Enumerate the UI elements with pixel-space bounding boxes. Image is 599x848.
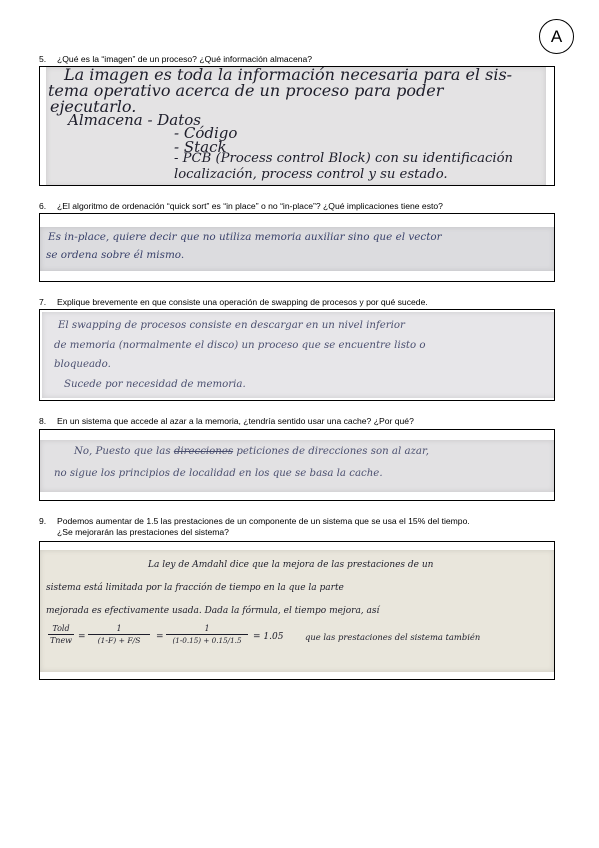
answer-line: ejecutarlo. [50,97,137,116]
equals-sign: = [156,632,164,642]
fraction-bar [48,634,74,635]
answer-line: bloqueado. [54,359,111,370]
question-text: Explique brevemente en que consiste una operación de swapping de procesos y por qué sucede. [57,297,428,307]
handwritten-answer-photo [46,67,546,186]
answer-line: Es in-place, quiere decir que no utiliza memoria auxiliar sino que el vector [48,231,442,243]
answer-line: no sigue los principios de localidad en los que se basa la cache. [54,468,383,479]
handwritten-answer-photo [40,550,554,672]
denominator: Tnew [49,636,73,645]
handwritten-answer-photo [40,440,554,492]
answer-line: La ley de Amdahl dice que la mejora de las prestaciones de un [148,560,434,570]
fraction-bar [88,634,150,635]
answer-line: Almacena - Datos [68,111,202,129]
answer-box-6 [39,213,555,282]
question-number: 8. [39,416,47,426]
question-text: ¿El algoritmo de ordenación “quick sort” es “in place” o no “in-place”? ¿Qué implicaciones tiene esto? [57,201,443,211]
question-text: ¿Qué es la “imagen” de un proceso? ¿Qué información almacena? [57,54,313,64]
answer-text: No, Puesto que las [74,446,174,457]
question-number: 5. [39,54,47,64]
question-number: 7. [39,297,47,307]
answer-line: de memoria (normalmente el disco) un proceso que se encuentre listo o [54,340,426,351]
answer-line: tema operativo acerca de un proceso para poder [48,81,444,100]
answer-line [74,446,429,457]
numerator: 1 [116,624,122,633]
question-text-continued: ¿Se mejorarán las prestaciones del sistema? [57,527,229,537]
answer-line: sistema está limitada por la fracción de tiempo en la que la parte [46,583,344,593]
answer-line: La imagen es toda la información necesaria para el sis- [64,67,513,84]
answer-box-7 [39,309,555,401]
question-text: Podemos aumentar de 1.5 las prestaciones de un componente de un sistema que se usa el 15% del tiempo. [57,516,470,526]
question-9 [39,516,470,538]
question-number: 9. [39,516,47,526]
answer-line: que las prestaciones del sistema también [305,632,481,642]
numerator: 1 [204,624,210,633]
fraction-bar [166,634,248,635]
fraction-told-tnew [48,624,74,645]
exam-version-badge [539,19,574,54]
answer-box-8 [39,429,555,501]
denominator: (1-F) + F/S [97,636,141,645]
answer-line: El swapping de procesos consiste en descargar en un nivel inferior [58,320,405,331]
question-5 [39,54,312,65]
badge-letter: A [550,26,563,46]
fraction-amdahl-values [166,624,248,645]
amdahl-formula [48,620,298,668]
question-7 [39,297,428,308]
answer-line: - Stack [174,138,227,156]
numerator: Told [52,624,70,633]
answer-box-9 [39,541,555,680]
answer-line: se ordena sobre él mismo. [46,249,185,261]
handwritten-answer-photo [42,312,555,398]
handwritten-answer-photo [40,227,554,271]
answer-line: localización, process control y su estado. [174,167,448,182]
answer-line: - Código [174,124,238,142]
denominator: (1-0.15) + 0.15/1.5 [172,636,242,645]
answer-line: Sucede por necesidad de memoria. [64,379,246,390]
question-6 [39,201,443,212]
struck-out-word: direcciones [173,446,234,457]
answer-text: peticiones de direcciones son al azar, [233,446,429,457]
answer-line: mejorada es efectivamente usada. Dada la fórmula, el tiempo mejora, así [46,606,380,616]
question-8 [39,416,414,427]
answer-line: - PCB (Process control Block) con su identificación [174,151,514,166]
fraction-amdahl-general [88,624,150,645]
question-text: En un sistema que accede al azar a la memoria, ¿tendría sentido usar una cache? ¿Por qué? [57,416,414,426]
equals-sign: = [78,632,86,642]
formula-result: = 1.05 [253,632,284,642]
question-number: 6. [39,201,47,211]
answer-box-5 [39,66,555,186]
